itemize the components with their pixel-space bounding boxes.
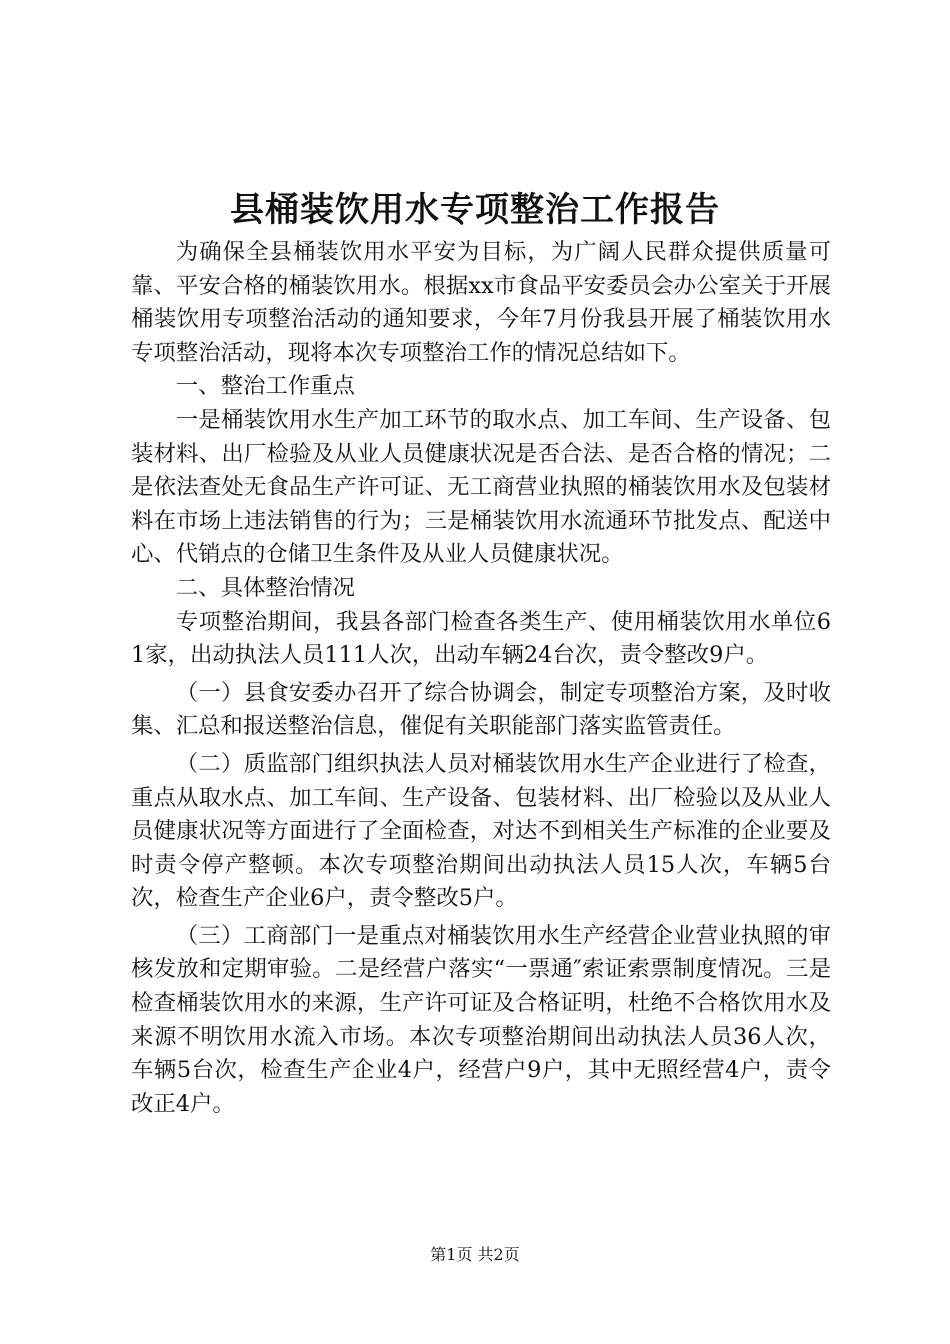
item-three-paragraph: （三）工商部门一是重点对桶装饮用水生产经营企业营业执照的审核发放和定期审验。二是经营户落实“一票通″索证索票制度情况。三是检查桶装饮用水的来源，生产许可证及合格证明，杜绝不合格饮用水及来源不明饮用水流入市场。本次专项整治期间出动执法人员36人次，车辆5台次，检查生产企业4户，经营户9户，其中无照经营4户，责令改正4户。 bbox=[131, 922, 831, 1117]
section-heading-details: 二、具体整治情况 bbox=[175, 574, 355, 601]
item-two-paragraph: （二）质监部门组织执法人员对桶装饮用水生产企业进行了检查，重点从取水点、加工车间、生产设备、包装材料、出厂检验以及从业人员健康状况等方面进行了全面检查，对达不到相关生产标准的企业要及时责令停产整顿。本次专项整治期间出动执法人员15人次，车辆5台次，检查生产企业6户，责令整改5户。 bbox=[131, 750, 831, 912]
item-one-paragraph: （一）县食安委办召开了综合协调会，制定专项整治方案，及时收集、汇总和报送整治信息，催促有关职能部门落实监管责任。 bbox=[131, 679, 831, 740]
document-title: 县桶装饮用水专项整治工作报告 bbox=[230, 190, 720, 230]
focus-paragraph: 一是桶装饮用水生产加工环节的取水点、加工车间、生产设备、包装材料、出厂检验及从业人员健康状况是否合法、是否合格的情况；二是依法查处无食品生产许可证、无工商营业执照的桶装饮用水及包装材料在市场上违法销售的行为；三是桶装饮用水流通环节批发点、配送中心、代销点的仓储卫生条件及从业人员健康状况。 bbox=[131, 406, 831, 568]
summary-paragraph: 专项整治期间，我县各部门检查各类生产、使用桶装饮用水单位61家，出动执法人员111人次，出动车辆24台次，责令整改9户。 bbox=[131, 608, 831, 669]
section-heading-focus: 一、整治工作重点 bbox=[175, 373, 355, 400]
page-number-footer: 第1页 共2页 bbox=[430, 1245, 520, 1264]
document-body bbox=[131, 236, 831, 1121]
intro-paragraph: 为确保全县桶装饮用水平安为目标，为广阔人民群众提供质量可靠、平安合格的桶装饮用水。根据xx市食品平安委员会办公室关于开展桶装饮用专项整治活动的通知要求，今年7月份我县开展了桶装饮用水专项整治活动，现将本次专项整治工作的情况总结如下。 bbox=[131, 239, 831, 366]
